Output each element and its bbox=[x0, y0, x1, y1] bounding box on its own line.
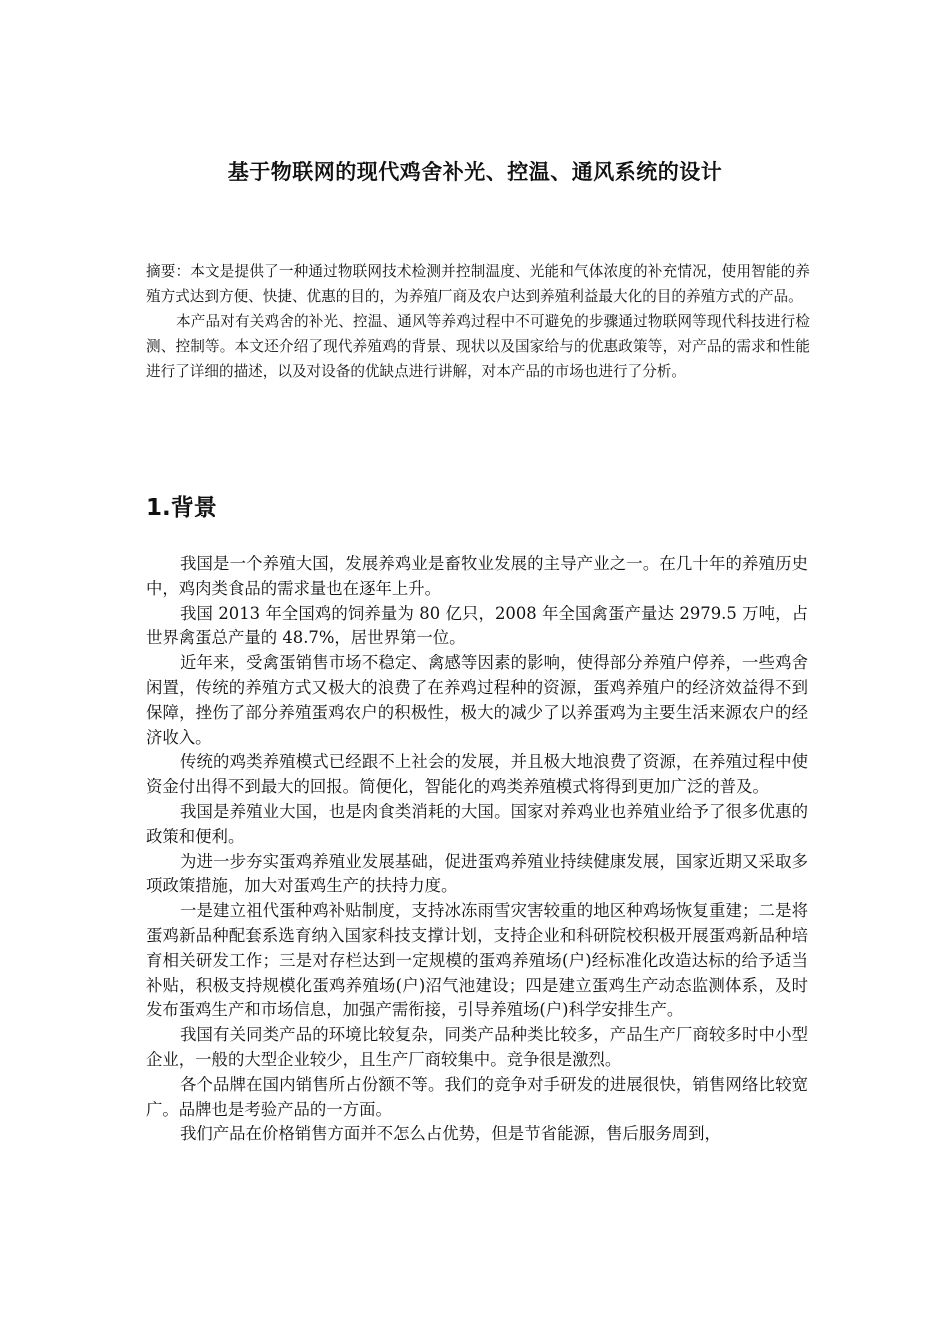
body-paragraph: 我国是养殖业大国，也是肉食类消耗的大国。国家对养鸡业也养殖业给予了很多优惠的政策和便利。 bbox=[146, 801, 808, 846]
body-paragraph: 我国 2013 年全国鸡的饲养量为 80 亿只，2008 年全国禽蛋产量达 2979.5 万吨，占世界禽蛋总产量的 48.7%，居世界第一位。 bbox=[146, 603, 808, 648]
document-title: 基于物联网的现代鸡舍补光、控温、通风系统的设计 bbox=[227, 160, 723, 184]
body-paragraph: 我们产品在价格销售方面并不怎么占优势，但是节省能源，售后服务周到， bbox=[180, 1124, 721, 1144]
body-paragraph: 近年来，受禽蛋销售市场不稳定、禽感等因素的影响，使得部分养殖户停养，一些鸡舍闲置，传统的养殖方式又极大的浪费了在养鸡过程种的资源，蛋鸡养殖户的经济效益得不到保障，挫伤了部分养殖蛋鸡农户的积极性，极大的减少了以养蛋鸡为主要生活来源农户的经济收入。 bbox=[146, 653, 808, 747]
body-paragraph: 一是建立祖代蛋种鸡补贴制度，支持冰冻雨雪灾害较重的地区种鸡场恢复重建；二是将蛋鸡新品种配套系选育纳入国家科技支撑计划，支持企业和科研院校积极开展蛋鸡新品种培育相关研发工作；三是对存栏达到一定规模的蛋鸡养殖场(户)经标准化改造达标的给予适当补贴，积极支持规模化蛋鸡养殖场(户)沼气池建设；四是建立蛋鸡生产动态监测体系，及时发布蛋鸡生产和市场信息，加强产需衔接，引导养殖场(户)科学安排生产。 bbox=[146, 901, 808, 1020]
body-paragraph: 为进一步夯实蛋鸡养殖业发展基础，促进蛋鸡养殖业持续健康发展，国家近期又采取多项政策措施，加大对蛋鸡生产的扶持力度。 bbox=[146, 851, 808, 896]
abstract-block bbox=[146, 259, 810, 384]
abstract-paragraph: 摘要：本文是提供了一种通过物联网技术检测并控制温度、光能和气体浓度的补充情况，使用智能的养殖方式达到方便、快捷、优惠的目的，为养殖厂商及农户达到养殖利益最大化的目的养殖方式的产品。 bbox=[146, 263, 810, 305]
section-heading-background: 1.背景 bbox=[146, 495, 217, 521]
section-body bbox=[146, 552, 808, 1147]
body-paragraph: 我国是一个养殖大国，发展养鸡业是畜牧业发展的主导产业之一。在几十年的养殖历史中，鸡肉类食品的需求量也在逐年上升。 bbox=[146, 554, 808, 598]
body-paragraph: 传统的鸡类养殖模式已经跟不上社会的发展，并且极大地浪费了资源，在养殖过程中使资金付出得不到最大的回报。简便化，智能化的鸡类养殖模式将得到更加广泛的普及。 bbox=[146, 752, 808, 797]
abstract-paragraph: 本产品对有关鸡舍的补光、控温、通风等养鸡过程中不可避免的步骤通过物联网等现代科技进行检测、控制等。本文还介绍了现代养殖鸡的背景、现状以及国家给与的优惠政策等，对产品的需求和性能进行了详细的描述，以及对设备的优缺点进行讲解，对本产品的市场也进行了分析。 bbox=[146, 313, 810, 380]
body-paragraph: 我国有关同类产品的环境比较复杂，同类产品种类比较多，产品生产厂商较多时中小型企业，一般的大型企业较少，且生产厂商较集中。竞争很是激烈。 bbox=[146, 1025, 808, 1069]
body-paragraph: 各个品牌在国内销售所占份额不等。我们的竞争对手研发的进展很快，销售网络比较宽广。品牌也是考验产品的一方面。 bbox=[146, 1074, 808, 1119]
